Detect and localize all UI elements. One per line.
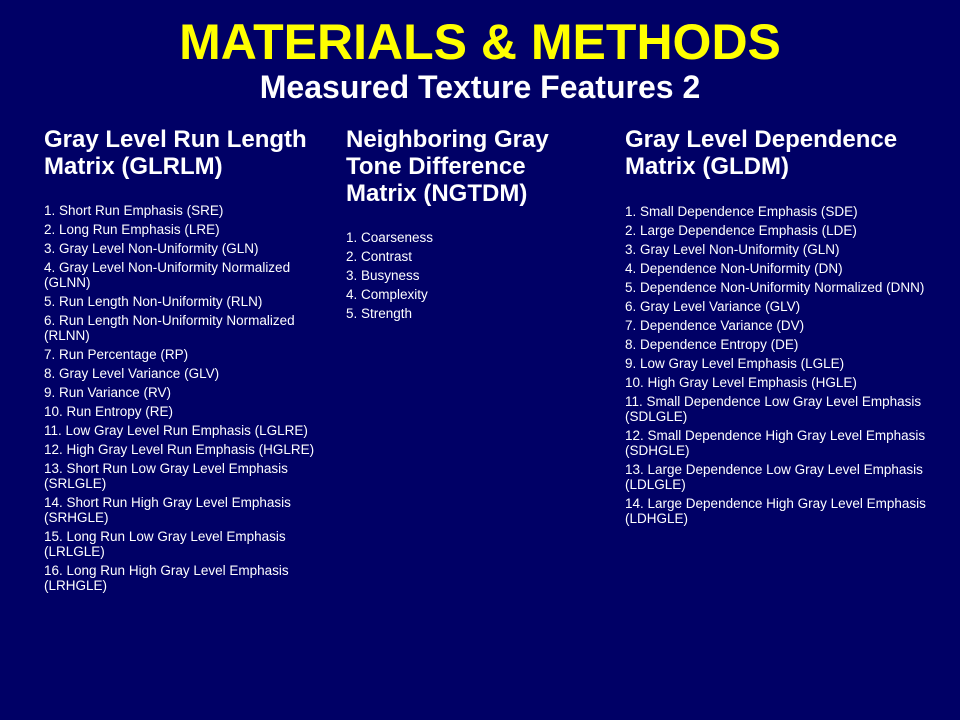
- feature-item: 5. Dependence Non-Uniformity Normalized (DNN): [625, 280, 925, 295]
- feature-item: 3. Gray Level Non-Uniformity (GLN): [44, 241, 259, 256]
- feature-item: 3. Gray Level Non-Uniformity (GLN): [625, 242, 840, 257]
- ngtdm-feature-list: [346, 230, 596, 321]
- feature-item: 7. Run Percentage (RP): [44, 347, 189, 362]
- feature-item: 6. Run Length Non-Uniformity Normalized (RLNN): [44, 313, 295, 343]
- glrlm-heading: Gray Level Run Length Matrix (GLRLM): [44, 126, 307, 180]
- feature-item: 12. Small Dependence High Gray Level Emphasis (SDHGLE): [625, 428, 926, 458]
- glrlm-feature-list: [44, 203, 324, 593]
- feature-item: 15. Long Run Low Gray Level Emphasis (LRLGLE): [44, 529, 286, 559]
- slide-title: MATERIALS & METHODS: [179, 14, 781, 70]
- feature-item: 13. Large Dependence Low Gray Level Emphasis (LDLGLE): [625, 462, 923, 492]
- feature-item: 9. Run Variance (RV): [44, 385, 172, 400]
- feature-item: 12. High Gray Level Run Emphasis (HGLRE): [44, 442, 315, 457]
- feature-item: 16. Long Run High Gray Level Emphasis (LRHGLE): [44, 563, 289, 593]
- feature-item: 1. Coarseness: [346, 230, 434, 245]
- ngtdm-heading: Neighboring Gray Tone Difference Matrix (NGTDM): [346, 126, 549, 207]
- feature-item: 4. Dependence Non-Uniformity (DN): [625, 261, 843, 276]
- feature-item: 4. Gray Level Non-Uniformity Normalized (GLNN): [44, 260, 291, 290]
- feature-item: 7. Dependence Variance (DV): [625, 318, 805, 333]
- feature-item: 2. Large Dependence Emphasis (LDE): [625, 223, 857, 238]
- feature-item: 2. Long Run Emphasis (LRE): [44, 222, 220, 237]
- feature-item: 10. High Gray Level Emphasis (HGLE): [625, 375, 857, 390]
- glrlm-column: [44, 126, 324, 597]
- feature-item: 1. Short Run Emphasis (SRE): [44, 203, 224, 218]
- slide-subtitle: Measured Texture Features 2: [259, 69, 701, 105]
- gldm-feature-list: [625, 204, 935, 526]
- feature-item: 8. Gray Level Variance (GLV): [44, 366, 220, 381]
- feature-item: 14. Large Dependence High Gray Level Emphasis (LDHGLE): [625, 496, 926, 526]
- feature-item: 11. Low Gray Level Run Emphasis (LGLRE): [44, 423, 308, 438]
- feature-item: 6. Gray Level Variance (GLV): [625, 299, 801, 314]
- feature-item: 10. Run Entropy (RE): [44, 404, 174, 419]
- ngtdm-column: [346, 126, 596, 325]
- feature-item: 5. Strength: [346, 306, 413, 321]
- feature-item: 14. Short Run High Gray Level Emphasis (SRHGLE): [44, 495, 291, 525]
- feature-item: 13. Short Run Low Gray Level Emphasis (SRLGLE): [44, 461, 288, 491]
- feature-item: 5. Run Length Non-Uniformity (RLN): [44, 294, 263, 309]
- feature-item: 1. Small Dependence Emphasis (SDE): [625, 204, 858, 219]
- gldm-heading: Gray Level Dependence Matrix (GLDM): [625, 126, 898, 180]
- feature-item: 11. Small Dependence Low Gray Level Emphasis (SDLGLE): [625, 394, 922, 424]
- feature-item: 2. Contrast: [346, 249, 413, 264]
- feature-item: 8. Dependence Entropy (DE): [625, 337, 799, 352]
- feature-item: 3. Busyness: [346, 268, 420, 283]
- feature-item: 9. Low Gray Level Emphasis (LGLE): [625, 356, 845, 371]
- gldm-column: [625, 126, 935, 530]
- feature-item: 4. Complexity: [346, 287, 428, 302]
